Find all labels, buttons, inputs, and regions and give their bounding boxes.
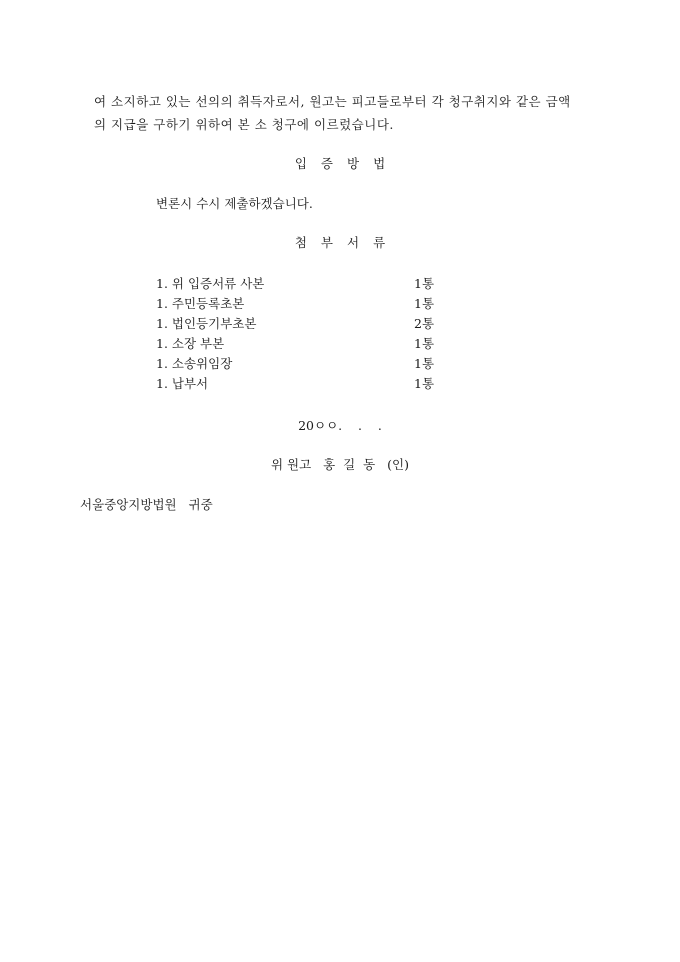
- attachment-count: 1통: [414, 356, 435, 371]
- attachment-name: 1. 주민등록초본: [156, 296, 245, 311]
- proof-text: 변론시 수시 제출하겠습니다.: [156, 196, 313, 211]
- body-text-line-1: 여 소지하고 있는 선의의 취득자로서, 원고는 피고들로부터 각 청구취지와 같은 금액: [94, 94, 571, 109]
- attachment-count: 2통: [414, 316, 435, 331]
- attachment-name: 1. 위 입증서류 사본: [156, 276, 265, 291]
- proof-heading: 입증방법: [294, 156, 400, 171]
- attachment-name: 1. 법인등기부초본: [156, 316, 257, 331]
- attachment-count: 1통: [414, 376, 435, 391]
- signature-line: 위 원고 홍 길 동 (인): [271, 457, 409, 472]
- attachment-name: 1. 납부서: [156, 376, 209, 391]
- attachment-count: 1통: [414, 276, 435, 291]
- date-line: 20ㅇㅇ. . .: [298, 418, 382, 433]
- attachment-name: 1. 소장 부본: [156, 336, 225, 351]
- attachment-count: 1통: [414, 336, 435, 351]
- attachments-heading: 첨부서류: [294, 235, 400, 250]
- court-addressee: 서울중앙지방법원 귀중: [80, 497, 213, 512]
- attachment-name: 1. 소송위임장: [156, 356, 233, 371]
- attachment-count: 1통: [414, 296, 435, 311]
- body-text-line-2: 의 지급을 구하기 위하여 본 소 청구에 이르렀습니다.: [94, 117, 394, 132]
